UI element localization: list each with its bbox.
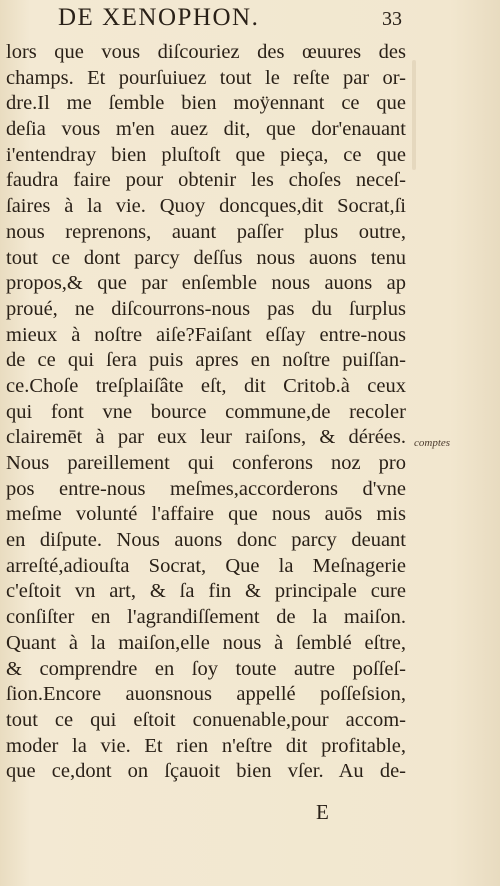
text-line: propos,& que par enſemble nous auons ap xyxy=(6,272,406,295)
text-line: tout ce qui eſtoit conuenable,pour accom- xyxy=(6,708,406,731)
text-line: nous reprenons, auant paſſer plus outre, xyxy=(6,220,406,243)
body-text xyxy=(6,40,406,785)
text-line: meſme volunté l'affaire que nous auōs mis xyxy=(6,503,406,526)
text-line: faudra faire pour obtenir les choſes neceſ- xyxy=(6,169,406,192)
text-line: c'eſtoit vn art, & ſa fin & principale cure xyxy=(6,580,406,603)
text-line: Nous pareillement qui conferons noz pro xyxy=(6,452,406,474)
text-line: moder la vie. Et rien n'eſtre dit profitable, xyxy=(6,734,406,757)
text-line: tout ce dont parcy deſſus nous auons tenu xyxy=(6,246,406,269)
signature-mark: E xyxy=(316,800,329,824)
text-line: ſion.Encore auonsnous appellé poſſeſsion, xyxy=(6,683,406,706)
page-number: 33 xyxy=(382,8,402,30)
text-line: de ce qui ſera puis apres en noſtre puiſſan- xyxy=(6,349,406,372)
text-line: arreſté,adiouſta Socrat, Que la Meſnagerie xyxy=(6,554,406,577)
text-line: pos entre-nous meſmes,accorderons d'vne xyxy=(6,477,406,500)
text-line: conſiſter en l'agrandiſſement de la maiſon. xyxy=(6,606,406,629)
running-title: DE XENOPHON. xyxy=(58,4,260,31)
text-line: lors que vous diſcouriez des œuures des xyxy=(6,41,406,63)
page-header xyxy=(0,4,500,38)
text-line: en diſpute. Nous auons donc parcy deuant xyxy=(6,529,406,552)
text-line: que ce,dont on ſçauoit bien vſer. Au de- xyxy=(6,760,406,783)
text-line: dre.Il me ſemble bien moÿennant ce que xyxy=(6,92,406,115)
text-line: deſia vous m'en auez dit, que dor'enauant xyxy=(6,118,406,141)
page-smudge xyxy=(412,60,416,170)
text-line: proué, ne diſcourrons-nous pas du ſurplus xyxy=(6,297,406,320)
text-line: & comprendre en ſoy toute autre poſſeſ- xyxy=(6,657,406,680)
text-line: qui font vne bource commune,de recoler xyxy=(6,400,406,423)
handwritten-margin-note: comptes xyxy=(414,437,451,449)
text-line: ſaires à la vie. Quoy doncques,dit Socrat,ſi xyxy=(6,195,406,218)
text-line: Quant à la maiſon,elle nous à ſemblé eſtre, xyxy=(6,631,406,654)
text-line: mieux à noſtre aiſe?Faiſant eſſay entre-nous xyxy=(6,323,406,346)
text-line: i'entendray bien pluſtoſt que pieça, ce que xyxy=(6,143,406,166)
text-line: champs. Et pourſuiuez tout le reſte par or- xyxy=(6,66,406,89)
text-line: ce.Choſe treſplaiſâte eſt, dit Critob.à ceux xyxy=(6,374,406,397)
text-line: clairemēt à par eux leur raiſons, & dérées. xyxy=(6,426,406,449)
